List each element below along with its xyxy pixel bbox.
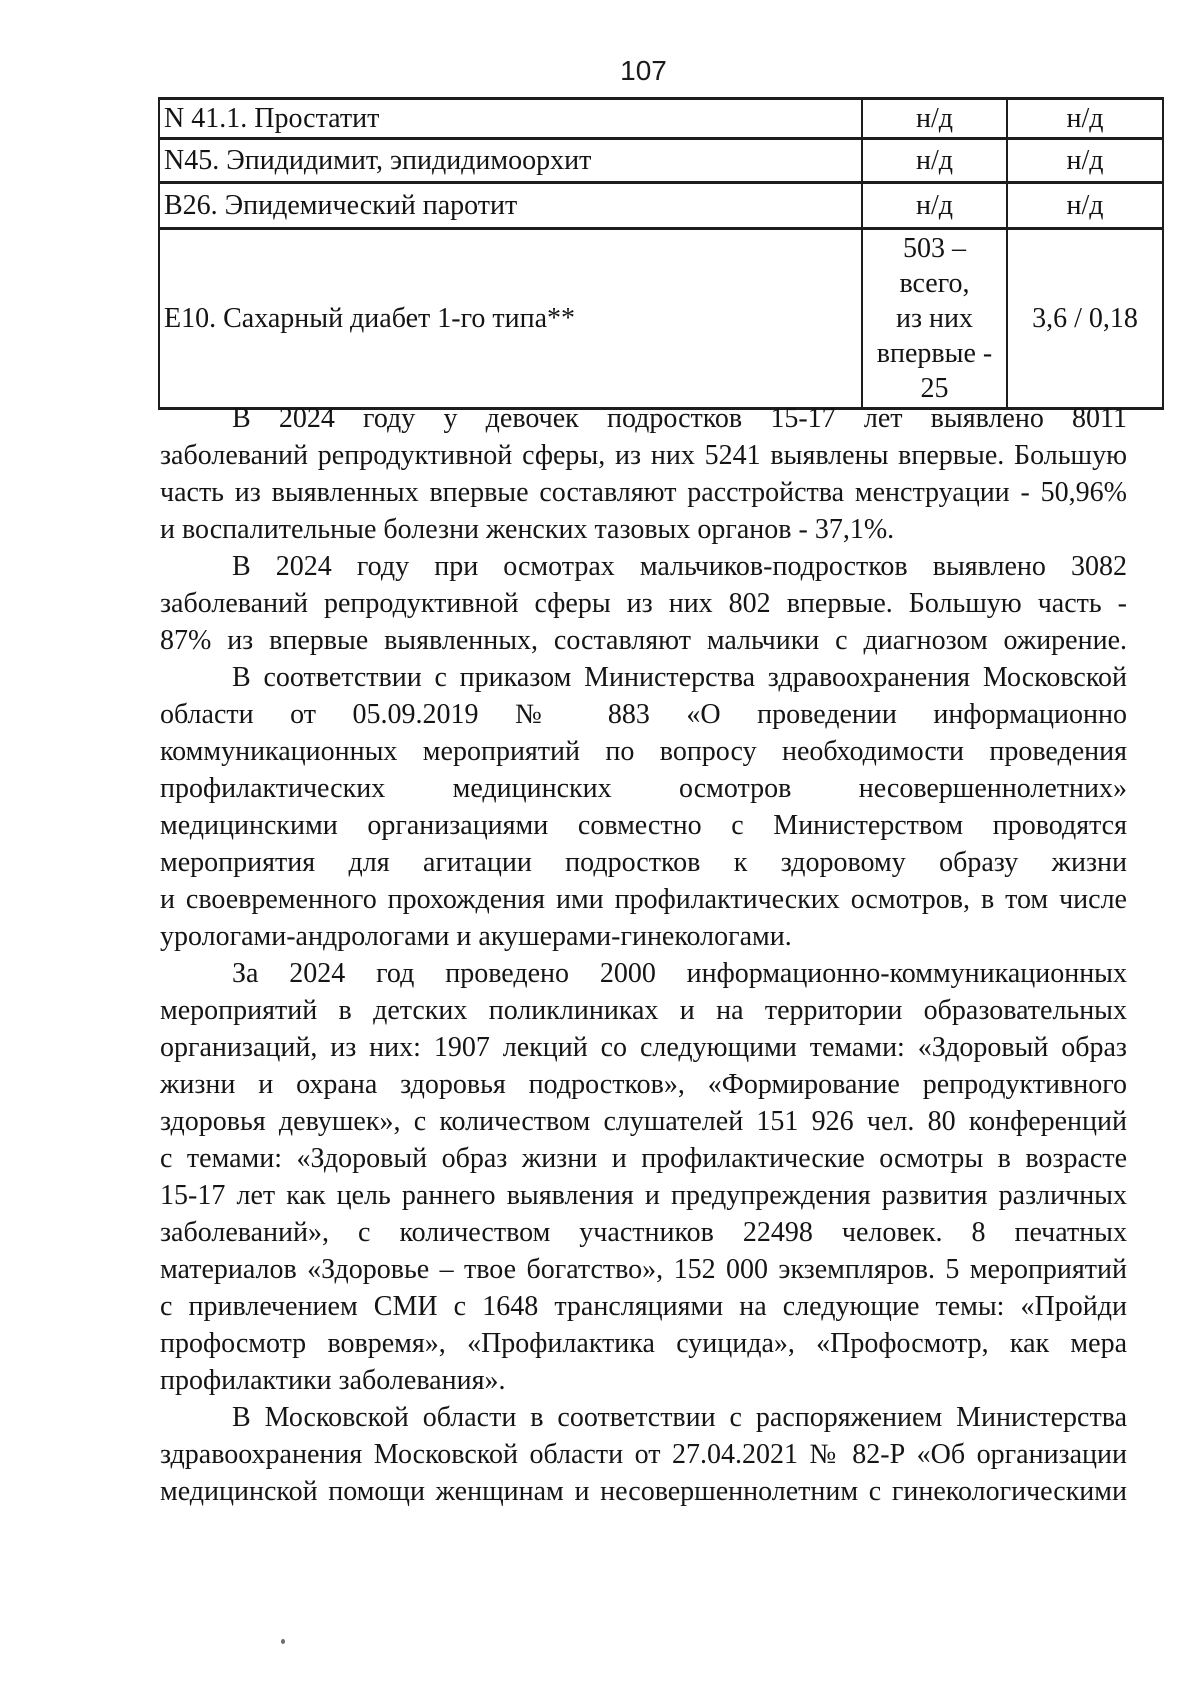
text-line: профилактических медицинских осмотров несовершеннолетних» <box>160 773 1127 804</box>
cases-cell <box>862 229 1007 409</box>
text-line: 15-17 лет как цель раннего выявления и предупреждения развития различных <box>160 1180 1127 1211</box>
table-row <box>159 229 1163 409</box>
text-line: часть из выявленных впервые составляют расстройства менструации - 50,96% <box>160 477 1127 508</box>
text-line: В 2024 году у девочек подростков 15-17 лет выявлено 8011 <box>232 403 1127 434</box>
rate-cell: 3,6 / 0,18 <box>1007 229 1163 409</box>
table-row <box>159 183 1163 229</box>
text-line: заболеваний репродуктивной сферы из них 802 впервые. Большую часть - <box>160 588 1127 619</box>
rate-cell: н/д <box>1007 139 1163 183</box>
rate-cell: н/д <box>1007 99 1163 139</box>
text-line: В 2024 году при осмотрах мальчиков-подростков выявлено 3082 <box>232 551 1127 582</box>
text-line: и воспалительные болезни женских тазовых органов - 37,1%. <box>160 514 895 545</box>
text-line: В Московской области в соответствии с распоряжением Министерства <box>232 1402 1127 1433</box>
text-line: здравоохранения Московской области от 27.04.2021 № 82-Р «Об организации <box>160 1439 1127 1470</box>
paragraph <box>160 659 1127 955</box>
scan-artifact-dot <box>281 1639 285 1644</box>
text-line: жизни и охрана здоровья подростков», «Формирование репродуктивного <box>160 1069 1127 1100</box>
rate-cell: н/д <box>1007 183 1163 229</box>
text-line: области от 05.09.2019 № 883 «О проведении информационно <box>160 699 1127 730</box>
text-line: урологами-андрологами и акушерами-гинекологами. <box>160 921 792 952</box>
paragraph <box>160 1399 1127 1510</box>
paragraph <box>160 955 1127 1399</box>
cases-cell <box>862 99 1007 139</box>
text-line: с привлечением СМИ с 1648 трансляциями на следующие темы: «Пройди <box>160 1291 1127 1322</box>
page-number: 107 <box>620 55 667 86</box>
table-row <box>159 99 1163 139</box>
text-line: организаций, из них: 1907 лекций со следующими темами: «Здоровый образ <box>160 1032 1127 1063</box>
text-line: профилактики заболевания». <box>160 1365 506 1396</box>
cases-cell-line: 503 – всего, <box>899 233 970 299</box>
cases-cell-line: н/д <box>915 145 953 176</box>
text-line: мероприятия для агитации подростков к здоровому образу жизни <box>160 847 1127 878</box>
paragraph <box>160 548 1127 659</box>
text-line: заболеваний», с количеством участников 22498 человек. 8 печатных <box>160 1217 1127 1248</box>
cases-cell <box>862 139 1007 183</box>
text-line: профосмотр вовремя», «Профилактика суицида», «Профосмотр, как мера <box>160 1328 1127 1359</box>
cases-cell-line: н/д <box>915 190 953 221</box>
cases-cell <box>862 183 1007 229</box>
morbidity-table <box>158 97 1164 410</box>
disease-name-cell: Е10. Сахарный диабет 1-го типа** <box>159 229 862 409</box>
cases-cell-line: впервые - 25 <box>876 338 993 404</box>
text-line: и своевременного прохождения ими профилактических осмотров, в том числе <box>160 884 1127 915</box>
paragraph <box>160 400 1127 548</box>
text-line: мероприятий в детских поликлиниках и на территории образовательных <box>160 995 1127 1026</box>
text-line: материалов «Здоровье – твое богатство», 152 000 экземпляров. 5 мероприятий <box>160 1254 1127 1285</box>
text-line: медицинской помощи женщинам и несовершеннолетним с гинекологическими <box>160 1476 1127 1507</box>
text-line: коммуникационных мероприятий по вопросу необходимости проведения <box>160 736 1127 767</box>
text-line: медицинскими организациями совместно с Министерством проводятся <box>160 810 1127 841</box>
text-line: За 2024 год проведено 2000 информационно-коммуникационных <box>232 958 1127 989</box>
table-row <box>159 139 1163 183</box>
disease-name-cell: N 41.1. Простатит <box>159 99 862 139</box>
text-line: заболеваний репродуктивной сферы, из них 5241 выявлены впервые. Большую <box>160 440 1127 471</box>
disease-name-cell: В26. Эпидемический паротит <box>159 183 862 229</box>
text-line: 87% из впервые выявленных, составляют мальчики с диагнозом ожирение. <box>160 625 1127 656</box>
cases-cell-line: н/д <box>915 103 953 134</box>
document-body <box>160 400 1127 1510</box>
text-line: В соответствии с приказом Министерства здравоохранения Московской <box>232 662 1127 693</box>
cases-cell-line: из них <box>895 303 973 334</box>
disease-name-cell: N45. Эпидидимит, эпидидимоорхит <box>159 139 862 183</box>
text-line: с темами: «Здоровый образ жизни и профилактические осмотры в возрасте <box>160 1143 1127 1174</box>
text-line: здоровья девушек», с количеством слушателей 151 926 чел. 80 конференций <box>160 1106 1127 1137</box>
